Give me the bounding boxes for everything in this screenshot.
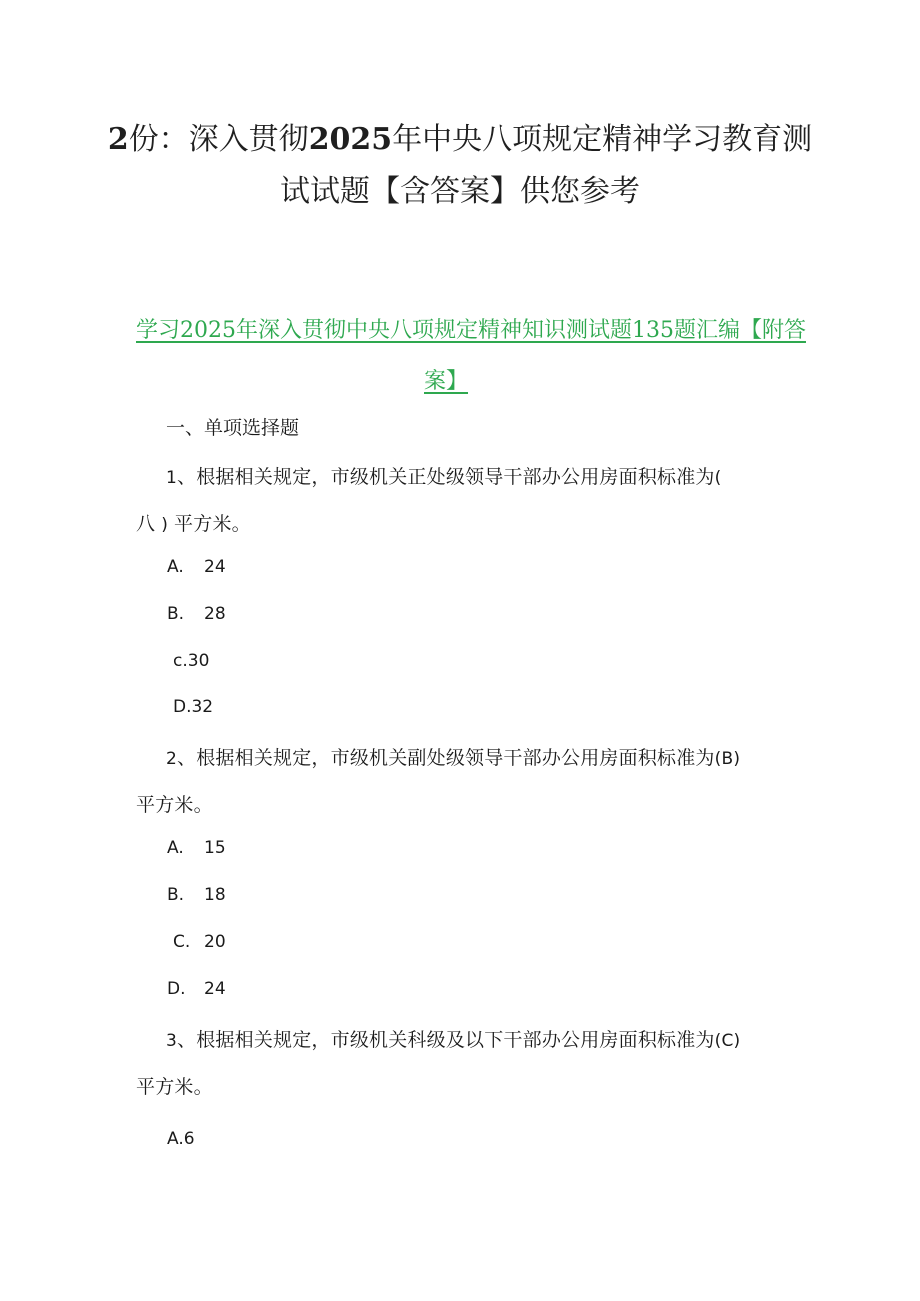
question-2-line-2 xyxy=(136,790,213,817)
option-value: 20 xyxy=(204,932,226,952)
question-3-number: 3 xyxy=(166,1031,178,1051)
question-1-bracket-open: ( xyxy=(714,468,722,488)
question-3-unit: 平方米。 xyxy=(136,1076,213,1098)
question-2-option-b xyxy=(167,885,226,905)
title-text-b: 年中央八项规定精神学习教育测 xyxy=(392,122,813,157)
question-2-number: 2 xyxy=(166,749,178,769)
option-letter: B. xyxy=(167,885,185,905)
option-value: D.32 xyxy=(173,697,214,717)
option-letter: D. xyxy=(167,979,186,999)
related-article-link-line-2[interactable]: 案】 xyxy=(424,369,469,394)
question-2-unit: 平方米。 xyxy=(136,794,213,816)
option-letter: B. xyxy=(167,604,185,624)
question-1-answer: 八 xyxy=(136,513,156,535)
related-article-link-line-1[interactable]: 学习2025年深入贯彻中央八项规定精神知识测试题135题汇编【附答 xyxy=(136,318,806,343)
question-1-line-2 xyxy=(136,509,251,536)
option-value: 24 xyxy=(204,557,226,577)
document-title-line-2 xyxy=(0,166,920,210)
option-letter: C. xyxy=(173,932,191,952)
question-2-option-c xyxy=(173,932,226,952)
option-value: 15 xyxy=(204,838,226,858)
question-1-line-1 xyxy=(166,462,721,489)
question-2-line-1 xyxy=(166,743,740,770)
option-value: 18 xyxy=(204,885,226,905)
question-1-bracket-close: ) xyxy=(161,515,169,535)
question-1-option-d xyxy=(173,697,213,717)
question-2-answer: (B) xyxy=(714,749,741,769)
question-3-text: 、根据相关规定，市级机关科级及以下干部办公用房面积标准为 xyxy=(177,1029,715,1051)
section-heading: 一、单项选择题 xyxy=(166,417,300,439)
question-1-option-a xyxy=(167,557,226,577)
question-1-option-b xyxy=(167,604,226,624)
question-1-unit: 平方米。 xyxy=(174,513,251,535)
title-year: 2025 xyxy=(308,122,393,157)
option-letter: A. xyxy=(167,557,184,577)
question-3-line-1 xyxy=(166,1025,740,1052)
document-title-line-1 xyxy=(0,114,920,158)
question-2-text: 、根据相关规定，市级机关副处级领导干部办公用房面积标准为 xyxy=(177,747,715,769)
question-3-option-a xyxy=(167,1129,195,1149)
question-1-number: 1 xyxy=(166,468,178,488)
question-2-option-a xyxy=(167,838,226,858)
title-text-a: 份：深入贯彻 xyxy=(128,122,309,157)
option-value: 28 xyxy=(204,604,226,624)
option-value: c.30 xyxy=(173,651,210,671)
title-prefix-number: 2 xyxy=(107,122,129,157)
option-letter: A. xyxy=(167,838,184,858)
question-2-option-d xyxy=(167,979,226,999)
question-3-line-2 xyxy=(136,1072,213,1099)
option-value: A.6 xyxy=(167,1129,195,1149)
option-value: 24 xyxy=(204,979,226,999)
title-line-2-text: 试试题【含答案】供您参考 xyxy=(280,174,640,209)
question-1-option-c xyxy=(173,651,209,671)
question-3-answer: (C) xyxy=(714,1031,741,1051)
question-1-text: 、根据相关规定，市级机关正处级领导干部办公用房面积标准为 xyxy=(177,466,715,488)
